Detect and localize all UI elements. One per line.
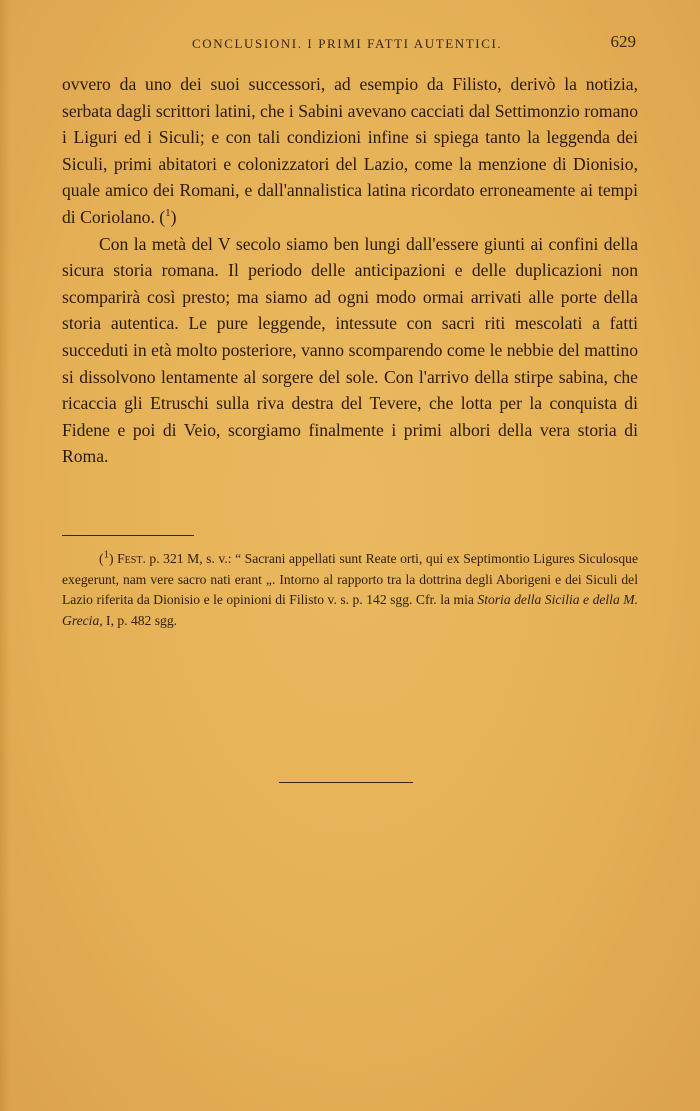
footnote-ref-number: 1: [165, 207, 171, 220]
footnote-marker-number: 1: [103, 548, 110, 561]
footnote-marker-close: ): [109, 551, 118, 566]
footnote-ref-close: ): [170, 206, 177, 227]
chapter-end-rule: [279, 782, 413, 783]
main-text: [62, 71, 638, 470]
footnote-marker-open: (: [99, 551, 104, 566]
page-number: 629: [610, 32, 636, 51]
footnote-author: Fest.: [117, 551, 146, 566]
page-edge-shadow: [0, 0, 10, 1111]
footnote-1: [62, 549, 638, 631]
footnote-text-part1: p. 321 M, s. v.: “ Sacrani appellati sunt Reate orti, qui ex Septimontio Ligures Siculosque exegerunt, nam vere sacro nati erant „. Intorno al rapporto tra la dottrina degli Aborigeni e dei Siculi del Lazio riferita da Dionisio e le opinioni di Filisto v. s. p. 142 sgg. Cfr. la mia: [62, 551, 638, 608]
paragraph-1-text: ovvero da uno dei suoi successori, ad esempio da Filisto, derivò la notizia, serbata dagli scrittori latini, che i Sabini avevano cacciati dal Settimonzio romano i Liguri ed i Siculi; e con tali condizioni infine si spiega tanto la leggenda dei Siculi, primi abitatori e colonizzatori del Lazio, come la menzione di Dionisio, quale amico dei Romani, e dall'annalistica latina ricordato erroneamente ai tempi di Coriolano.: [62, 74, 638, 227]
running-title: CONCLUSIONI. I PRIMI FATTI AUTENTICI.: [192, 36, 503, 51]
footnote-separator: [62, 535, 194, 536]
running-head: [62, 32, 636, 56]
footnote-book-title: Storia della Sicilia e della M. Grecia: [62, 592, 638, 628]
paragraph-1: [62, 71, 638, 231]
footnote-text-part2: , I, p. 482 sgg.: [99, 612, 178, 628]
paragraph-2: Con la metà del V secolo siamo ben lungi dall'essere giunti ai confini della sicura storia romana. Il periodo delle anticipazioni e delle duplicazioni non scomparirà così presto; ma siamo ad ogni modo ormai arrivati alle porte della storia autentica. Le pure leggende, intessute con sacri riti mescolati a fatti succeduti in età molto posteriore, vanno scomparendo come le nebbie del mattino si dissolvono lentamente al sorgere del sole. Con l'arrivo della stirpe sabina, che ricaccia gli Etruschi sulla riva destra del Tevere, che lotta per la conquista di Fidene e poi di Veio, scorgiamo finalmente i primi albori della vera storia di Roma.: [62, 233, 638, 467]
footnote-ref-open: (: [154, 206, 166, 227]
